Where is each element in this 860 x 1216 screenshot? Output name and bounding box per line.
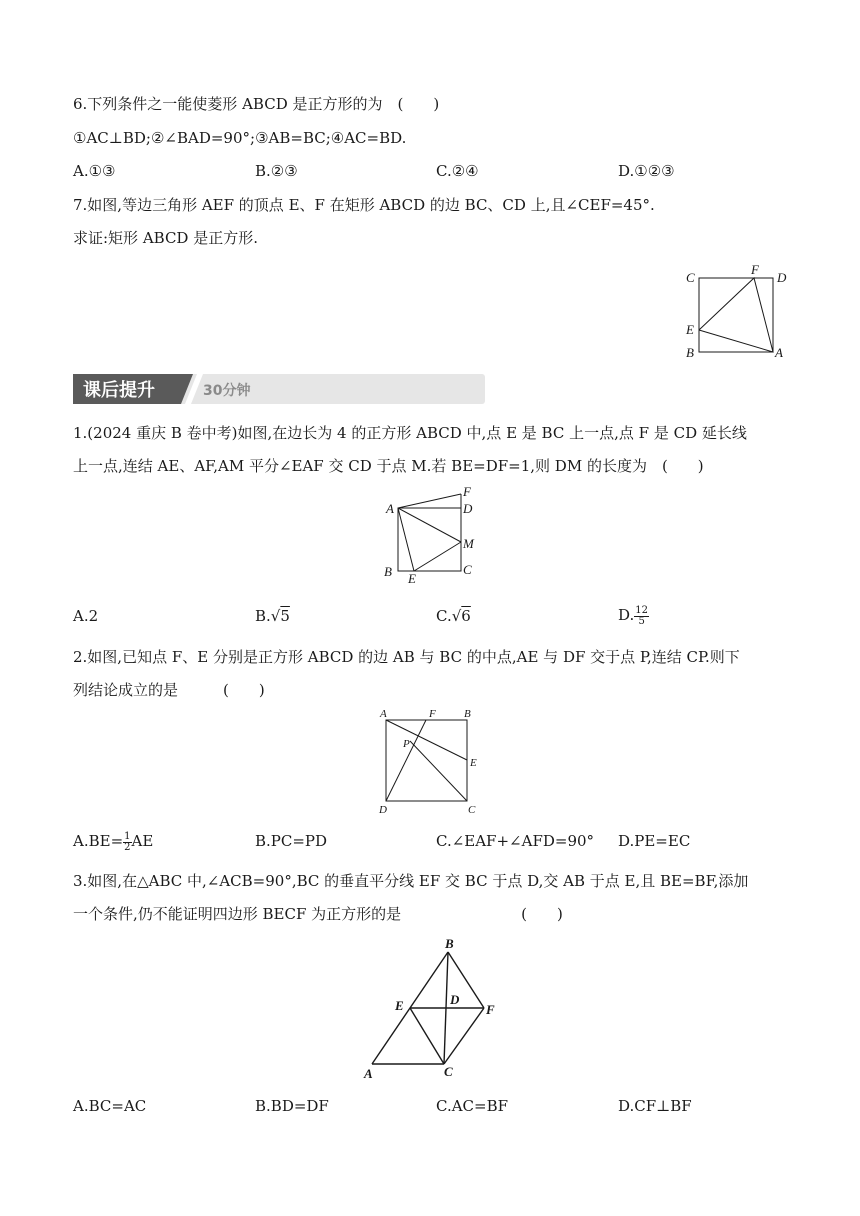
label-e: E bbox=[686, 322, 694, 337]
q7-figure bbox=[680, 262, 795, 362]
label-d: D bbox=[463, 501, 473, 516]
p3-option-a: A.BC=AC bbox=[73, 1097, 147, 1115]
label-f: F bbox=[429, 708, 436, 720]
label-b: B bbox=[464, 708, 471, 720]
p3-line1: 3.如图,在△ABC 中,∠ACB=90°,BC 的垂直平分线 EF 交 BC 于点 D,交 AB 于点 E,且 BE=BF,添加 bbox=[73, 872, 749, 890]
label-e: E bbox=[408, 571, 416, 586]
q6-option-c: C.②④ bbox=[436, 162, 479, 180]
p2-option-c: C.∠EAF+∠AFD=90° bbox=[436, 832, 595, 850]
p2-option-b: B.PC=PD bbox=[255, 832, 328, 850]
triangle-aef bbox=[699, 278, 773, 352]
q6-option-b: B.②③ bbox=[255, 162, 298, 180]
p2-option-d: D.PE=EC bbox=[618, 832, 691, 850]
p1-line2: 上一点,连结 AE、AF,AM 平分∠EAF 交 CD 于点 M.若 BE=DF=1,则 DM 的长度为 ( ) bbox=[73, 457, 704, 475]
p1-figure bbox=[378, 484, 488, 588]
label-e: E bbox=[395, 998, 404, 1013]
q6-conditions: ①AC⊥BD;②∠BAD=90°;③AB=BC;④AC=BD. bbox=[73, 129, 407, 147]
label-d: D bbox=[777, 270, 787, 285]
label-a: A bbox=[380, 708, 387, 720]
label-c: C bbox=[463, 562, 472, 577]
p2-line2: 列结论成立的是 ( ) bbox=[73, 681, 265, 699]
label-a: A bbox=[386, 501, 394, 516]
q7-stem: 7.如图,等边三角形 AEF 的顶点 E、F 在矩形 ABCD 的边 BC、CD 上,且∠CEF=45°. bbox=[73, 196, 655, 214]
label-c: C bbox=[468, 804, 476, 816]
q6-option-a: A.①③ bbox=[73, 162, 116, 180]
label-a: A bbox=[364, 1066, 373, 1081]
p3-option-b: B.BD=DF bbox=[255, 1097, 329, 1115]
label-e: E bbox=[470, 757, 477, 769]
p1-option-c: C.√6 bbox=[436, 607, 471, 625]
label-p: P bbox=[403, 738, 410, 750]
p3-option-d: D.CF⊥BF bbox=[618, 1097, 692, 1115]
label-b: B bbox=[384, 564, 392, 579]
label-f: F bbox=[463, 484, 471, 499]
p1-option-d: D. $\frac{12}{5}$ bbox=[618, 604, 648, 627]
q6-stem: 6.下列条件之一能使菱形 ABCD 是正方形的为 ( ) bbox=[73, 95, 440, 113]
p1-option-b: B.√5 bbox=[255, 607, 290, 625]
label-b: B bbox=[686, 345, 694, 360]
p3-line2: 一个条件,仍不能证明四边形 BECF 为正方形的是 ( ) bbox=[73, 905, 563, 923]
p1-line1: 1.(2024 重庆 B 卷中考)如图,在边长为 4 的正方形 ABCD 中,点 E 是 BC 上一点,点 F 是 CD 延长线 bbox=[73, 424, 747, 442]
q6-option-d: D.①②③ bbox=[618, 162, 675, 180]
p2-figure bbox=[372, 704, 492, 820]
label-m: M bbox=[463, 536, 474, 551]
label-f: F bbox=[486, 1002, 495, 1017]
label-b: B bbox=[445, 936, 454, 951]
section-title: 课后提升 bbox=[83, 380, 155, 401]
label-d: D bbox=[379, 804, 387, 816]
p1-option-a: A.2 bbox=[73, 607, 99, 625]
section-banner bbox=[73, 374, 485, 404]
section-time: 30分钟 bbox=[203, 383, 251, 399]
label-f: F bbox=[751, 262, 759, 277]
q7-proof: 求证:矩形 ABCD 是正方形. bbox=[73, 229, 258, 247]
p2-option-a: A.BE= $\frac{1}{2}$ AE bbox=[73, 830, 154, 853]
p3-option-c: C.AC=BF bbox=[436, 1097, 509, 1115]
p3-figure bbox=[358, 932, 508, 1084]
label-d: D bbox=[450, 992, 460, 1007]
label-c: C bbox=[686, 270, 695, 285]
p2-line1: 2.如图,已知点 F、E 分别是正方形 ABCD 的边 AB 与 BC 的中点,AE 与 DF 交于点 P,连结 CP.则下 bbox=[73, 648, 740, 666]
label-a: A bbox=[775, 345, 783, 360]
label-c: C bbox=[444, 1064, 453, 1079]
